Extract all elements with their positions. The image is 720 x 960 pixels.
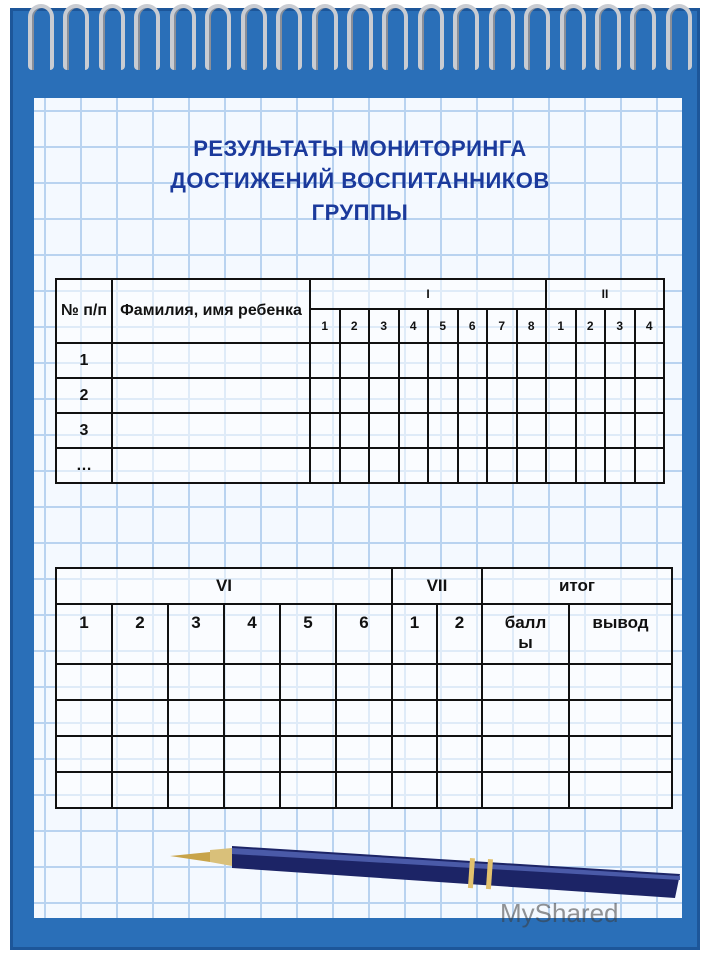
score-cell (569, 664, 672, 700)
score-cell (517, 378, 547, 413)
score-cell (428, 343, 458, 378)
score-cell (112, 772, 168, 808)
score-cell (280, 772, 336, 808)
name-cell (112, 448, 310, 483)
score-cell (280, 700, 336, 736)
header-conclusion: вывод (569, 604, 672, 664)
spiral-ring (453, 4, 479, 70)
score-cell (605, 343, 635, 378)
spiral-ring (382, 4, 408, 70)
score-cell (224, 664, 280, 700)
score-cell (576, 413, 606, 448)
score-cell (112, 700, 168, 736)
score-cell (576, 378, 606, 413)
spiral-ring (630, 4, 656, 70)
score-cell (428, 378, 458, 413)
score-cell (392, 736, 437, 772)
score-cell (482, 736, 569, 772)
score-cell (56, 736, 112, 772)
score-cell (336, 664, 392, 700)
header-section-6: VI (56, 568, 392, 604)
score-cell (437, 772, 482, 808)
score-cell (399, 378, 429, 413)
header-number: № п/п (56, 279, 112, 343)
score-cell (546, 413, 576, 448)
score-cell (546, 343, 576, 378)
row-number: 1 (56, 343, 112, 378)
spiral-ring (28, 4, 54, 70)
score-cell (487, 448, 517, 483)
subheader-cell: 8 (517, 309, 547, 343)
score-cell (569, 700, 672, 736)
score-cell (168, 664, 224, 700)
spiral-ring (489, 4, 515, 70)
score-cell (569, 736, 672, 772)
header-section-2: II (546, 279, 664, 309)
header-name: Фамилия, имя ребенка (112, 279, 310, 343)
score-cell (458, 413, 488, 448)
score-cell (399, 413, 429, 448)
spiral-ring (134, 4, 160, 70)
spiral-ring (524, 4, 550, 70)
row-number: 3 (56, 413, 112, 448)
score-cell (482, 700, 569, 736)
spiral-ring (666, 4, 692, 70)
spiral-ring (595, 4, 621, 70)
score-cell (517, 413, 547, 448)
spiral-ring (241, 4, 267, 70)
subheader-cell: 6 (458, 309, 488, 343)
score-cell (224, 700, 280, 736)
score-cell (605, 413, 635, 448)
score-cell (168, 736, 224, 772)
table-row (56, 343, 664, 378)
table-row (56, 448, 664, 483)
score-cell (517, 343, 547, 378)
score-cell (635, 378, 665, 413)
score-cell (487, 343, 517, 378)
spiral-ring (205, 4, 231, 70)
score-cell (336, 700, 392, 736)
row-number: … (56, 448, 112, 483)
spiral-ring (99, 4, 125, 70)
score-cell (428, 413, 458, 448)
subheader-cell: 4 (224, 604, 280, 664)
subheader-cell: 3 (369, 309, 399, 343)
score-cell (369, 343, 399, 378)
subheader-cell: 4 (635, 309, 665, 343)
subheader-cell: 4 (399, 309, 429, 343)
header-total: итог (482, 568, 672, 604)
subheader-cell: 2 (437, 604, 482, 664)
table-row (56, 378, 664, 413)
score-cell (605, 378, 635, 413)
spiral-ring (418, 4, 444, 70)
name-cell (112, 343, 310, 378)
score-cell (340, 378, 370, 413)
subheader-cell: 2 (576, 309, 606, 343)
title-line: ДОСТИЖЕНИЙ ВОСПИТАННИКОВ (170, 168, 550, 193)
score-cell (458, 378, 488, 413)
score-cell (112, 736, 168, 772)
score-cell (340, 448, 370, 483)
pen-illustration (170, 842, 690, 902)
score-cell (310, 343, 340, 378)
subheader-cell: 2 (112, 604, 168, 664)
score-cell (482, 772, 569, 808)
score-cell (605, 448, 635, 483)
table-row (56, 736, 672, 772)
score-cell (112, 664, 168, 700)
subheader-cell: 1 (392, 604, 437, 664)
score-cell (458, 448, 488, 483)
score-cell (310, 378, 340, 413)
score-cell (310, 413, 340, 448)
score-cell (340, 343, 370, 378)
header-section-7: VII (392, 568, 482, 604)
score-cell (482, 664, 569, 700)
score-cell (576, 343, 606, 378)
score-cell (428, 448, 458, 483)
score-cell (369, 378, 399, 413)
name-cell (112, 413, 310, 448)
score-cell (487, 413, 517, 448)
score-cell (635, 343, 665, 378)
score-cell (392, 772, 437, 808)
score-cell (576, 448, 606, 483)
score-cell (56, 700, 112, 736)
watermark: MyShared (500, 898, 619, 928)
score-cell (168, 772, 224, 808)
score-cell (635, 448, 665, 483)
score-cell (56, 664, 112, 700)
score-cell (437, 664, 482, 700)
subheader-cell: 5 (280, 604, 336, 664)
header-score: балл ы (482, 604, 569, 664)
monitoring-table-part1 (55, 278, 665, 484)
table-row (56, 664, 672, 700)
score-cell (340, 413, 370, 448)
subheader-cell: 3 (605, 309, 635, 343)
subheader-cell: 7 (487, 309, 517, 343)
table-row (56, 700, 672, 736)
score-cell (569, 772, 672, 808)
spiral-ring (170, 4, 196, 70)
score-cell (280, 736, 336, 772)
table-row (56, 772, 672, 808)
score-cell (280, 664, 336, 700)
subheader-cell: 5 (428, 309, 458, 343)
table-row (56, 413, 664, 448)
monitoring-table-part2 (55, 567, 673, 809)
page-title (60, 133, 660, 229)
score-cell (369, 448, 399, 483)
score-cell (399, 448, 429, 483)
subheader-cell: 1 (310, 309, 340, 343)
score-cell (635, 413, 665, 448)
score-cell (336, 772, 392, 808)
subheader-cell: 2 (340, 309, 370, 343)
score-cell (369, 413, 399, 448)
score-cell (392, 700, 437, 736)
subheader-cell: 3 (168, 604, 224, 664)
row-number: 2 (56, 378, 112, 413)
score-cell (517, 448, 547, 483)
spiral-binding (20, 0, 700, 80)
score-cell (336, 736, 392, 772)
subheader-cell: 1 (56, 604, 112, 664)
score-cell (56, 772, 112, 808)
header-section-1: I (310, 279, 546, 309)
score-cell (546, 448, 576, 483)
name-cell (112, 378, 310, 413)
score-cell (546, 378, 576, 413)
score-cell (458, 343, 488, 378)
subheader-cell: 6 (336, 604, 392, 664)
spiral-ring (347, 4, 373, 70)
title-line: РЕЗУЛЬТАТЫ МОНИТОРИНГА (193, 136, 527, 161)
subheader-cell: 1 (546, 309, 576, 343)
score-cell (399, 343, 429, 378)
spiral-ring (560, 4, 586, 70)
score-cell (224, 736, 280, 772)
score-cell (224, 772, 280, 808)
spiral-ring (312, 4, 338, 70)
score-cell (310, 448, 340, 483)
score-cell (437, 736, 482, 772)
score-cell (437, 700, 482, 736)
spiral-ring (276, 4, 302, 70)
score-cell (392, 664, 437, 700)
spiral-ring (63, 4, 89, 70)
score-cell (487, 378, 517, 413)
title-line: ГРУППЫ (311, 200, 409, 225)
score-cell (168, 700, 224, 736)
